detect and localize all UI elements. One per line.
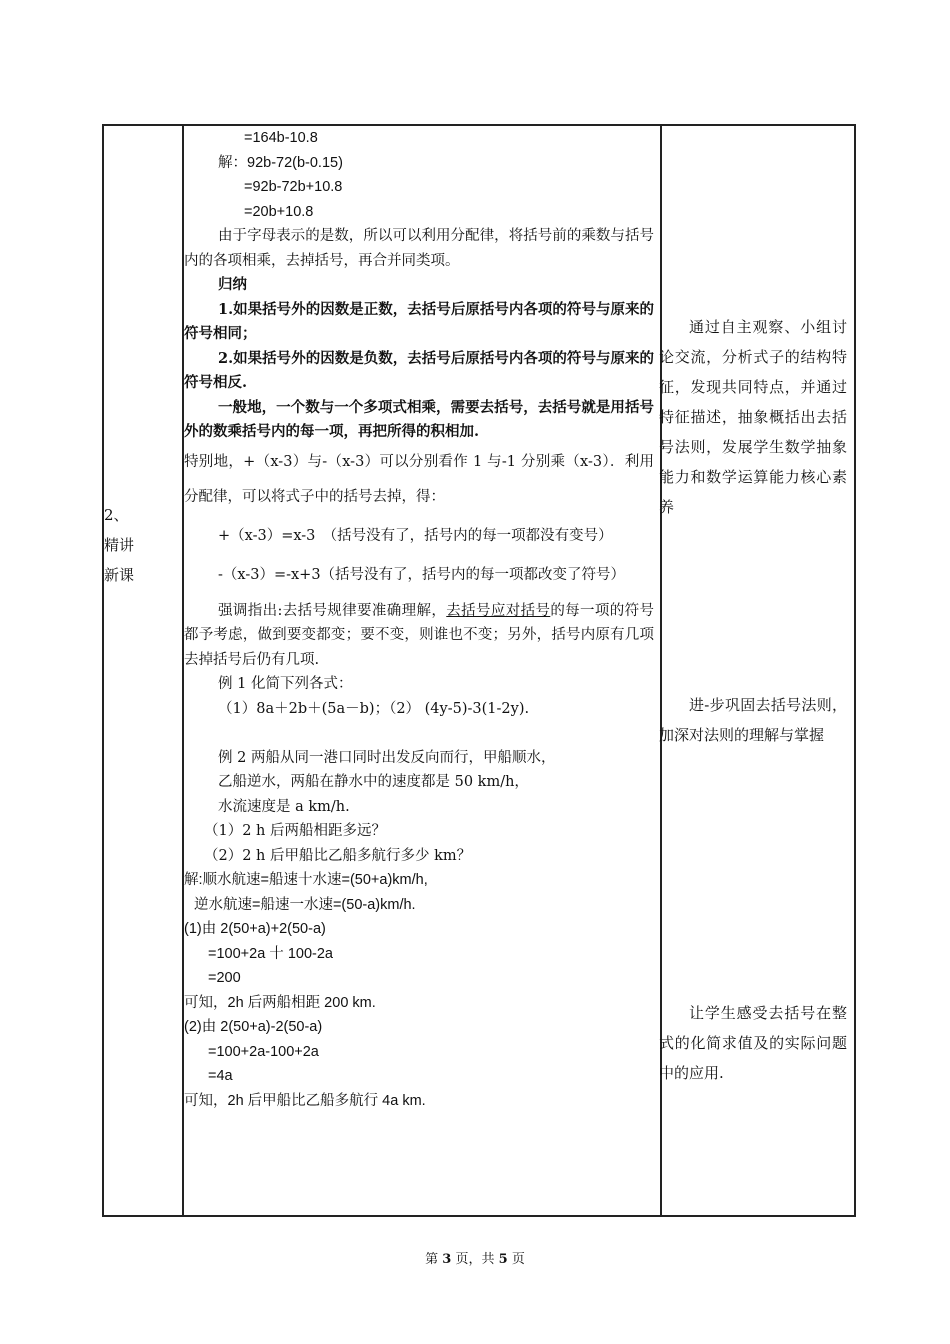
footer-prefix: 第 (425, 1252, 439, 1267)
footer-page-number: 3 (442, 1252, 452, 1267)
general-rule: 一般地，一个数与一个多项式相乘，需要去括号，去括号就是用括号外的数乘括号内的每一项，再把所得的积相加. (184, 398, 654, 440)
section-number: 2、 (104, 506, 129, 524)
example-2-line: 例 2 两船从同一港口同时出发反向而行，甲船顺水， (218, 749, 556, 766)
explanation-paragraph: 由于字母表示的是数，所以可以利用分配律，将括号前的乘数与括号内的各项相乘，去掉括号，再合并同类项。 (184, 228, 654, 269)
page-footer (0, 1248, 950, 1267)
calc-line: 解：92b-72(b-0.15) (218, 154, 343, 171)
solution-line: 解:顺水航速=船速十水速=(50+a)km/h, (184, 872, 428, 888)
plus-case: +（x-3）=x-3 （括号没有了，括号内的每一项都没有变号） (218, 527, 613, 544)
solution-line: 可知，2h 后甲船比乙船多航行 4a km. (184, 1092, 426, 1109)
minus-case: -（x-3）=-x+3（括号没有了，括号内的每一项都改变了符号） (218, 566, 626, 583)
note-3-text: 让学生感受去括号在整式的化简求值及的实际问题中的应用. (659, 1004, 847, 1082)
main-content (184, 126, 654, 1113)
emphasis-paragraph (184, 599, 654, 673)
spacer (184, 721, 654, 746)
emphasis-underlined: 去括号应对括号 (446, 602, 551, 619)
emphasis-text-a: 强调指出:去括号规律要准确理解， (218, 602, 447, 619)
rule-1: 1.如果括号外的因数是正数，去括号后原括号内各项的符号与原来的符号相同； (184, 300, 654, 342)
note-2-text: 进-步巩固去括号法则，加深对法则的理解与掌握 (659, 696, 847, 744)
calc-line: =164b-10.8 (244, 130, 318, 146)
summary-title: 归纳 (218, 276, 247, 293)
emphasis-text-b: 的每一项的符号都予考虑，做到要变都变；要不变，则谁也不变；另外，括号内原有几项去掉括号后仍有几项. (184, 602, 655, 668)
solution-line: (2)由 2(50+a)-2(50-a) (184, 1019, 323, 1035)
rule-2: 2.如果括号外的因数是负数，去括号后原括号内各项的符号与原来的符号相反. (184, 349, 654, 391)
solution-line: (1)由 2(50+a)+2(50-a) (184, 921, 326, 937)
calc-line: =92b-72b+10.8 (244, 179, 343, 195)
solution-line: =100+2a-100+2a (208, 1043, 319, 1060)
solution-line: =4a (208, 1068, 233, 1084)
note-1-text: 通过自主观察、小组讨论交流，分析式子的结构特征，发现共同特点，并通过特征描述，抽象概括出去括号法则，发展学生数学抽象能力和数学运算能力核心素养 (659, 318, 847, 516)
solution-line: 可知，2h 后两船相距 200 km. (184, 994, 376, 1011)
example-2-line: 水流速度是 a km/h. (218, 798, 350, 815)
solution-line: 逆水航速=船速一水速=(50-a)km/h. (194, 896, 416, 913)
example-1-items: （1）8a＋2b＋(5a－b)；（2） (4y-5)-3(1-2y). (218, 700, 530, 717)
section-title-line2: 新课 (104, 566, 135, 584)
section-cell (103, 125, 183, 1216)
special-case-paragraph: 特别地，+（x-3）与-（x-3）可以分别看作 1 与-1 分别乘（x-3）．利用分配律，可以将式子中的括号去掉，得： (184, 453, 654, 505)
section-title-line1: 精讲 (104, 536, 135, 554)
section-label (104, 500, 134, 590)
example-2-question: （2）2 h 后甲船比乙船多航行多少 km？ (204, 847, 472, 864)
solution-line: =200 (208, 970, 241, 986)
footer-total-pages: 5 (498, 1252, 508, 1267)
footer-suffix: 页 (511, 1252, 525, 1267)
example-1-title: 例 1 化简下列各式： (218, 676, 353, 692)
note-1 (659, 312, 847, 522)
calc-line: =20b+10.8 (244, 203, 314, 220)
note-2 (659, 690, 847, 750)
example-2-line: 乙船逆水，两船在静水中的速度都是 50 km/h， (218, 774, 529, 790)
example-2-question: （1）2 h 后两船相距多远？ (204, 823, 387, 839)
solution-line: =100+2a 十 100-2a (208, 945, 333, 962)
footer-middle: 页，共 (455, 1252, 495, 1267)
note-3 (659, 998, 847, 1088)
